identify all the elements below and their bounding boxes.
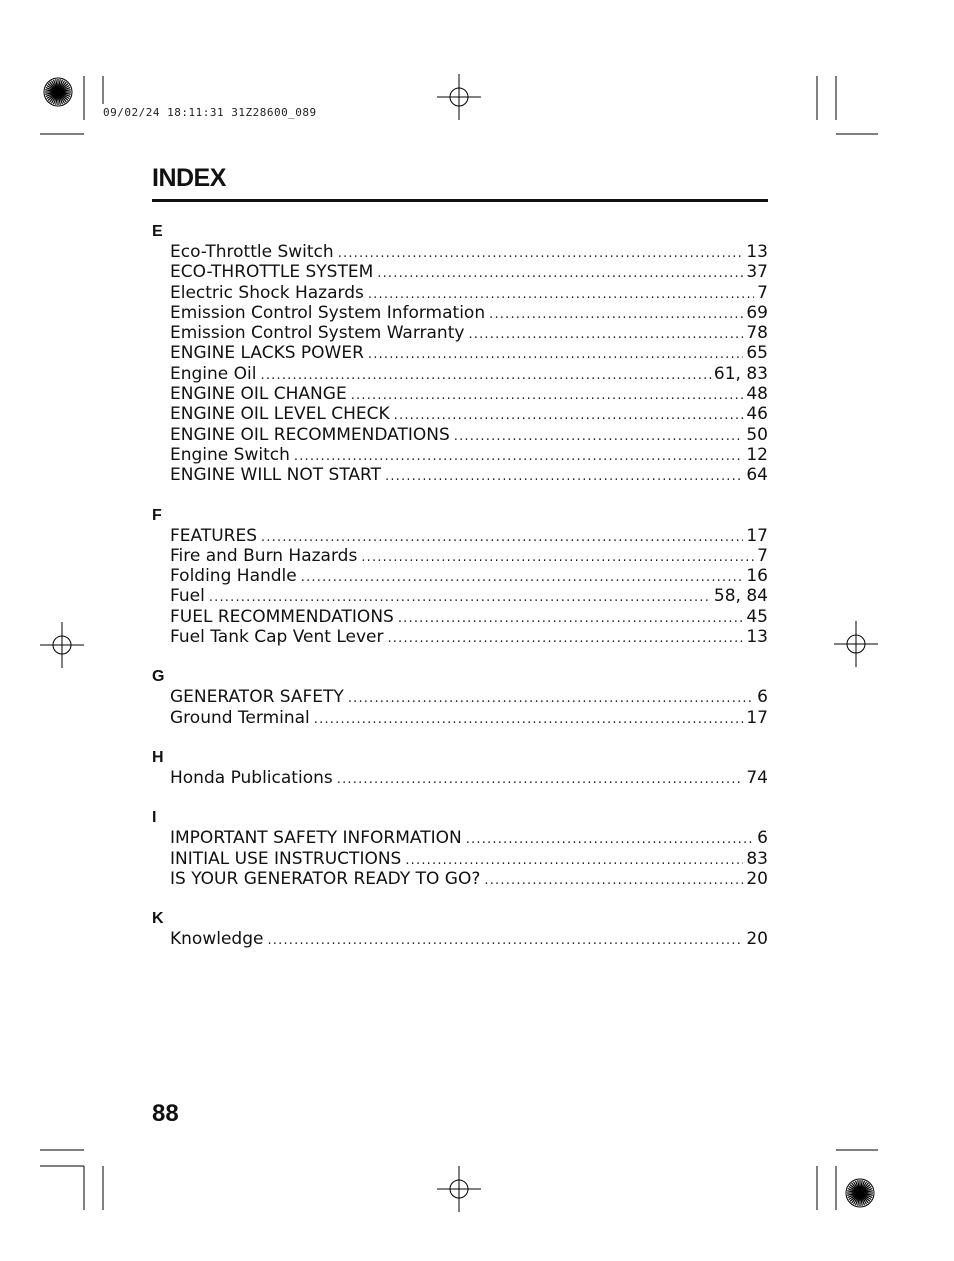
section-letter: I [152, 809, 157, 827]
index-entry [170, 566, 768, 586]
dot-leader [267, 931, 743, 951]
entry-page: 6 [757, 828, 768, 849]
dot-leader [338, 244, 744, 264]
color-registration-starburst-icon [846, 1179, 874, 1207]
dot-leader [261, 366, 711, 386]
index-entry [170, 425, 768, 445]
dot-leader [405, 851, 743, 871]
dot-leader [368, 285, 754, 305]
entry-term: IS YOUR GENERATOR READY TO GO? [170, 868, 481, 889]
dot-leader [361, 548, 754, 568]
dot-leader [377, 264, 743, 284]
entry-term: ECO-THROTTLE SYSTEM [170, 262, 374, 283]
index-entry [170, 283, 768, 303]
dot-leader [385, 467, 743, 487]
entry-term: FEATURES [170, 525, 258, 546]
section-letter: G [152, 668, 165, 686]
index-entry [170, 262, 768, 282]
entry-term: Eco-Throttle Switch [170, 242, 334, 262]
dot-leader [394, 406, 744, 426]
entry-page: 65 [746, 343, 768, 364]
print-timestamp: 09/02/24 18:11:31 31Z28600_089 [103, 106, 317, 119]
index-entry [170, 364, 768, 384]
entry-term: Honda Publications [170, 767, 333, 788]
section-letter: H [152, 748, 164, 766]
section-letter: F [152, 506, 162, 524]
entry-page: 7 [757, 282, 768, 303]
entry-page: 12 [746, 444, 768, 465]
entry-page: 46 [746, 404, 768, 425]
page-number: 88 [152, 1100, 179, 1127]
dot-leader [484, 871, 743, 891]
dot-leader [314, 710, 744, 730]
dot-leader [351, 386, 744, 406]
entry-page: 50 [746, 424, 768, 445]
dot-leader [468, 325, 743, 345]
index-entry [170, 607, 768, 627]
entry-page: 74 [746, 767, 768, 788]
entry-term: ENGINE LACKS POWER [170, 343, 364, 364]
section-letter: E [152, 223, 163, 240]
index-entry [170, 343, 768, 363]
dot-leader [301, 568, 744, 588]
index-entry [170, 627, 768, 647]
dot-leader [454, 427, 744, 447]
index-entry [170, 323, 768, 343]
index-entry [170, 828, 768, 848]
entry-term: Fuel [170, 586, 205, 607]
dot-leader [398, 609, 744, 629]
entry-page: 17 [746, 707, 768, 728]
entry-page: 13 [746, 627, 768, 648]
entry-term: ENGINE OIL RECOMMENDATIONS [170, 424, 450, 445]
title-rule [152, 199, 768, 202]
entry-term: GENERATOR SAFETY [170, 687, 344, 708]
index-section-f [152, 506, 768, 648]
entry-page: 20 [746, 929, 768, 950]
dot-leader [348, 689, 754, 709]
dot-leader [368, 345, 743, 365]
index-entry [170, 869, 768, 889]
entry-term: FUEL RECOMMENDATIONS [170, 606, 394, 627]
index-entry [170, 849, 768, 869]
entry-term: Emission Control System Information [170, 302, 486, 323]
entry-term: ENGINE WILL NOT START [170, 465, 382, 486]
entry-term: Electric Shock Hazards [170, 282, 364, 303]
entry-page: 6 [757, 687, 768, 708]
index-entry [170, 384, 768, 404]
entry-page: 45 [746, 606, 768, 627]
entry-term: ENGINE OIL CHANGE [170, 384, 347, 405]
entry-term: INITIAL USE INSTRUCTIONS [170, 848, 402, 869]
index-section-k [152, 909, 768, 949]
index-section-e [152, 222, 768, 486]
dot-leader [466, 830, 754, 850]
entry-term: ENGINE OIL LEVEL CHECK [170, 404, 390, 425]
index-section-h [152, 748, 768, 788]
page-title: INDEX [152, 164, 226, 192]
dot-leader [261, 528, 743, 548]
entry-term: Fire and Burn Hazards [170, 545, 358, 566]
index-entry [170, 768, 768, 788]
entry-term: Folding Handle [170, 566, 297, 587]
entry-page: 61, 83 [713, 363, 768, 384]
index-entry [170, 445, 768, 465]
index-entry [170, 586, 768, 606]
entry-term: Engine Switch [170, 444, 290, 465]
entry-page: 17 [746, 525, 768, 546]
index-entry [170, 687, 768, 707]
index-entry [170, 242, 768, 262]
entry-term: IMPORTANT SAFETY INFORMATION [170, 828, 462, 849]
index-entry [170, 404, 768, 424]
dot-leader [209, 588, 711, 608]
index-list [152, 222, 768, 969]
entry-page: 69 [746, 302, 768, 323]
entry-page: 48 [746, 384, 768, 405]
entry-term: Emission Control System Warranty [170, 323, 465, 344]
dot-leader [294, 447, 743, 467]
dot-leader [387, 629, 743, 649]
entry-page: 20 [746, 868, 768, 889]
dot-leader [337, 770, 744, 790]
entry-page: 7 [757, 545, 768, 566]
index-entry [170, 929, 768, 949]
entry-page: 58, 84 [713, 586, 768, 607]
entry-page: 64 [746, 465, 768, 486]
index-entry [170, 526, 768, 546]
entry-page: 37 [746, 262, 768, 283]
entry-term: Knowledge [170, 929, 264, 950]
section-letter: K [152, 910, 164, 928]
dot-leader [489, 305, 743, 325]
entry-page: 13 [746, 242, 768, 262]
entry-term: Ground Terminal [170, 707, 310, 728]
index-entry [170, 465, 768, 485]
color-registration-starburst-icon [44, 78, 72, 106]
entry-term: Fuel Tank Cap Vent Lever [170, 627, 384, 648]
index-entry [170, 546, 768, 566]
entry-page: 83 [746, 848, 768, 869]
index-entry [170, 303, 768, 323]
entry-page: 16 [746, 566, 768, 587]
index-section-i [152, 808, 768, 889]
index-entry [170, 708, 768, 728]
entry-page: 78 [746, 323, 768, 344]
index-section-g [152, 667, 768, 728]
entry-term: Engine Oil [170, 363, 257, 384]
